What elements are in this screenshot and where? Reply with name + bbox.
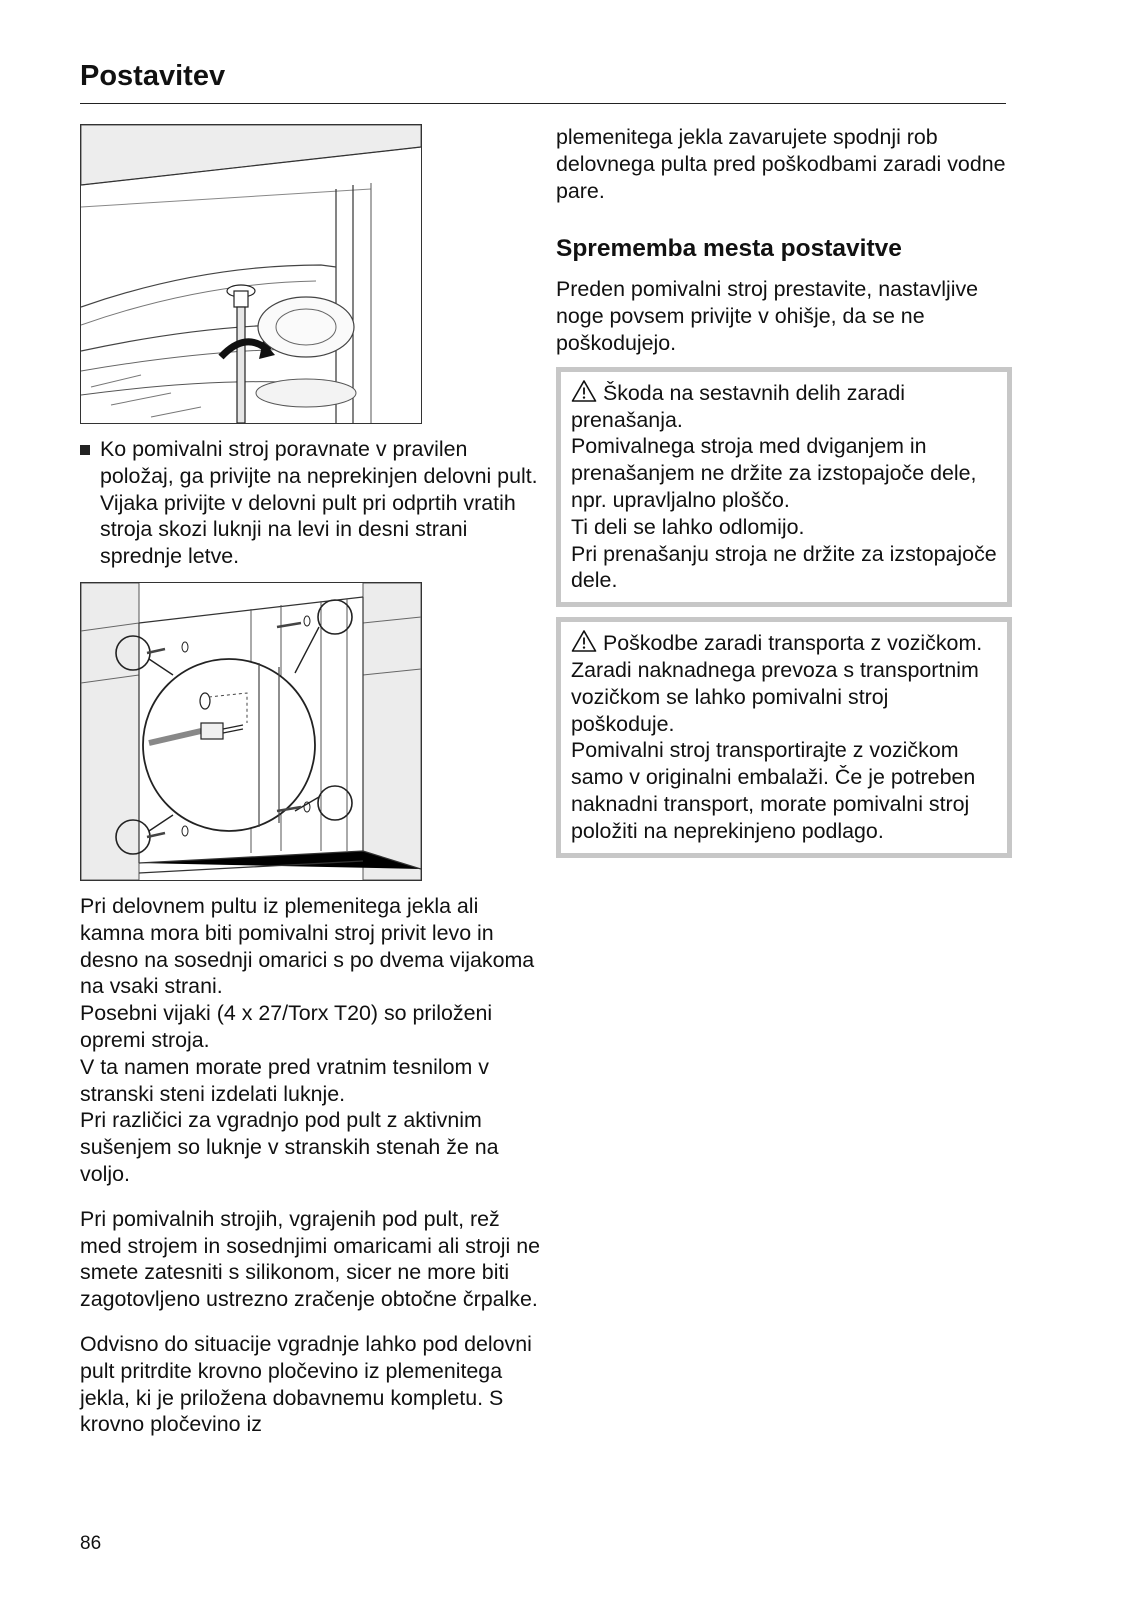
warning-line: Pomivalni stroj transportirajte z vozičkom samo v originalni embalaži. Če je potreben naknadni transport, morate pomivalni stroj položiti na neprekinjeno podlago. xyxy=(571,738,976,843)
left-column xyxy=(80,124,542,1438)
page-number: 86 xyxy=(80,1533,102,1554)
right-column xyxy=(556,124,1012,858)
warning-title xyxy=(571,629,997,657)
warning-title xyxy=(571,379,997,434)
warning-line: Pri prenašanju stroja ne držite za izstopajoče dele. xyxy=(571,541,997,593)
paragraph-line: Pri različici za vgradnjo pod pult z aktivnim sušenjem so luknje v stranskih stenah že na voljo. xyxy=(80,1108,499,1186)
warning-triangle-icon xyxy=(571,629,597,653)
relocation-intro: Preden pomivalni stroj prestavite, nastavljive noge povsem privijte v ohišje, da se ne poškodujejo. xyxy=(556,277,979,355)
warning-title-text: Škoda na sestavnih delih zaradi prenašanja. xyxy=(571,380,905,432)
continuation-paragraph: plemenitega jekla zavarujete spodnji rob delovnega pulta pred poškodbami zaradi vodne pare. xyxy=(556,125,1006,203)
bullet-text: Ko pomivalni stroj poravnate v pravilen položaj, ga privijte na neprekinjen delovni pult. xyxy=(100,437,538,488)
warning-box-transport xyxy=(556,617,1012,857)
warning-title-text: Poškodbe zaradi transporta z vozičkom. xyxy=(602,631,983,656)
bullet-square-icon xyxy=(80,445,90,455)
screw-instructions xyxy=(80,893,542,1188)
warning-triangle-icon xyxy=(571,379,597,403)
header-rule xyxy=(80,103,1006,104)
section-heading: Sprememba mesta postavitve xyxy=(556,235,902,263)
bullet-item xyxy=(80,436,542,570)
cover-plate-paragraph: Odvisno do situacije vgradnje lahko pod delovni pult pritrdite krovno pločevino iz plemenitega jekla, ki je priložena dobavnemu kompletu. S krovno pločevino iz xyxy=(80,1331,532,1437)
warning-line: Zaradi naknadnega prevoza s transportnim vozičkom se lahko pomivalni stroj poškoduje. xyxy=(571,657,979,736)
page-title: Postavitev xyxy=(80,60,226,92)
silicone-paragraph: Pri pomivalnih strojih, vgrajenih pod pult, rež med strojem in sosednjimi omaricami ali stroji ne smete zatesniti s silikonom, sicer ne more biti zagotovljeno ustrezno zračenje obtočne črpalke. xyxy=(80,1206,541,1312)
illustration-side-screws xyxy=(80,582,422,881)
warning-box-carrying xyxy=(556,367,1012,607)
paragraph-line: Pri delovnem pultu iz plemenitega jekla ali kamna mora biti pomivalni stroj privit levo in desno na sosednji omarici s po dvema vijakoma na vsaki strani. xyxy=(80,893,535,999)
paragraph-line: V ta namen morate pred vratnim tesnilom v stranski steni izdelati luknje. xyxy=(80,1054,489,1106)
illustration-foot-adjustment xyxy=(80,124,422,424)
paragraph-line: Posebni vijaki (4 x 27/Torx T20) so priloženi opremi stroja. xyxy=(80,1001,493,1052)
warning-line: Pomivalnega stroja med dviganjem in prenašanjem ne držite za izstopajoče dele, npr. upravljalno ploščo. xyxy=(571,434,977,512)
warning-line: Ti deli se lahko odlomijo. xyxy=(571,514,805,539)
bullet-text-continued: Vijaka privijte v delovni pult pri odprtih vratih stroja skozi luknji na levi in desni strani sprednje letve. xyxy=(100,490,516,569)
